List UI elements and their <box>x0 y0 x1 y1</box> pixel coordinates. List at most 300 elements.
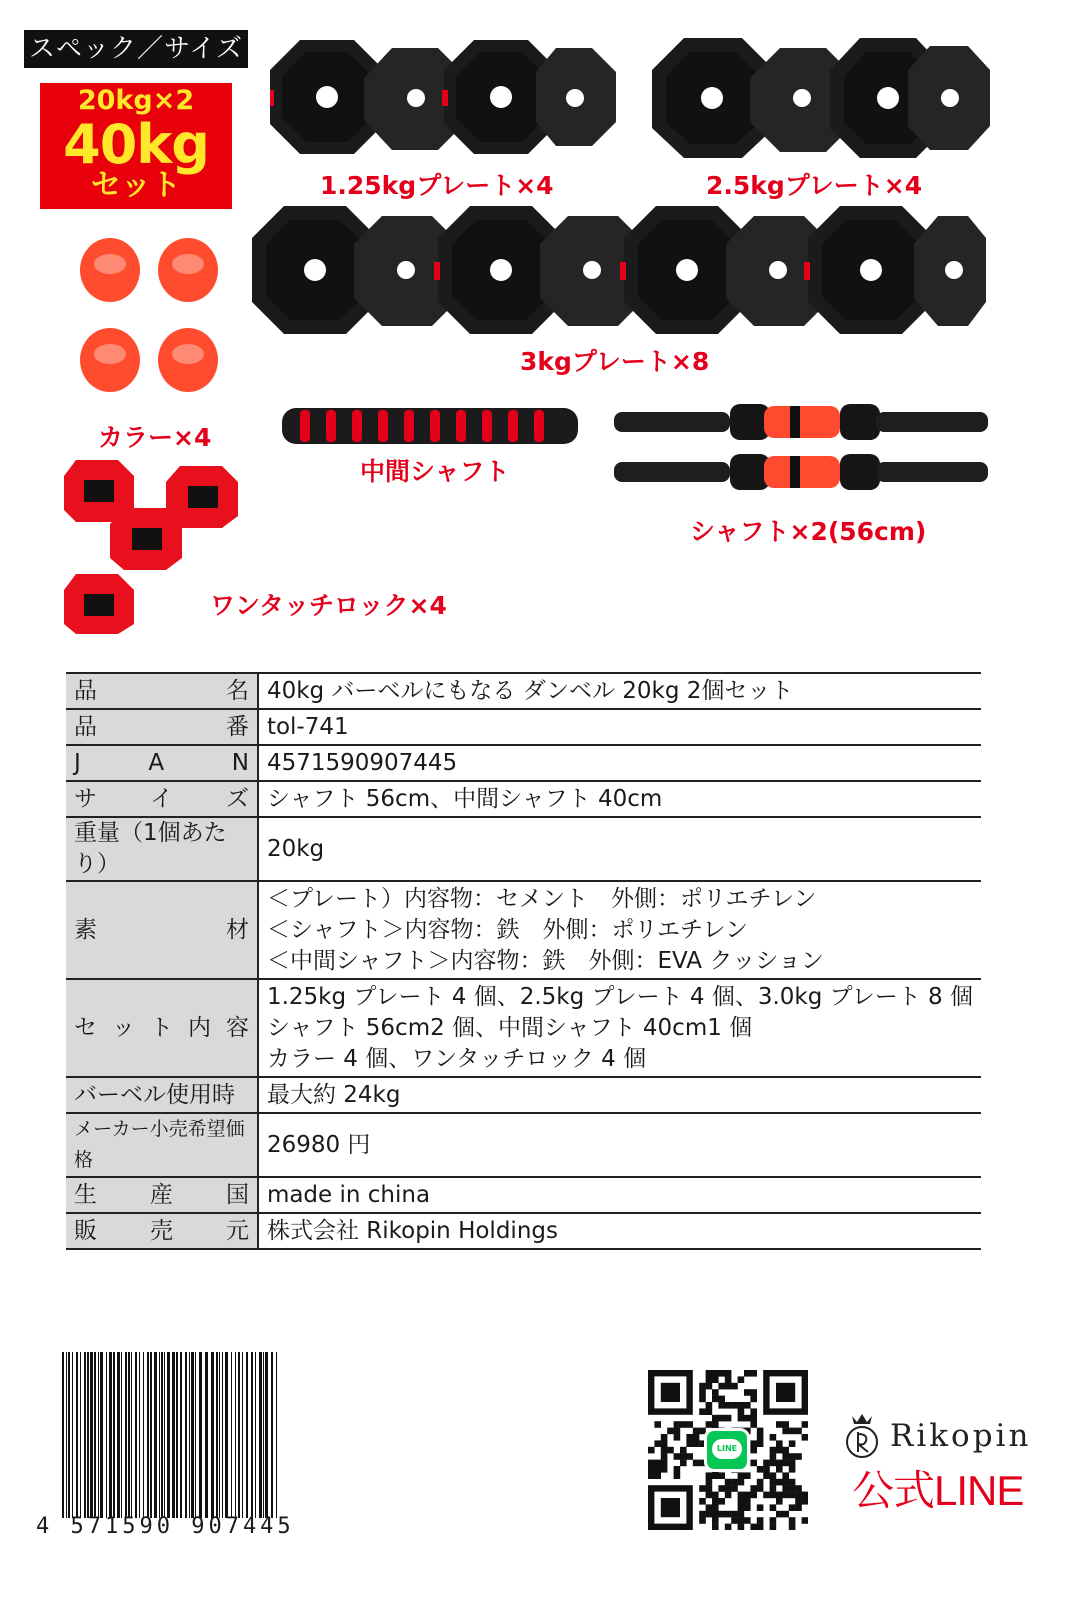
table-row-origin <box>66 1177 981 1213</box>
barcode-bar <box>94 1352 96 1518</box>
qr-module <box>763 1472 770 1479</box>
qr-module <box>750 1396 757 1403</box>
table-row-price <box>66 1113 981 1177</box>
key-origin: 生 産 国 <box>66 1177 258 1213</box>
qr-module <box>789 1460 796 1467</box>
qr-module <box>699 1383 706 1390</box>
qr-module <box>782 1472 789 1479</box>
qr-module <box>738 1492 745 1499</box>
barcode-bar <box>263 1352 264 1518</box>
qr-module <box>776 1492 783 1499</box>
key-contents: セ ッ ト 内 容 <box>66 979 258 1077</box>
table-row-contents <box>66 979 981 1077</box>
plates-25-image <box>650 36 992 164</box>
qr-module <box>718 1402 725 1409</box>
qr-module <box>718 1485 725 1492</box>
qr-module <box>750 1389 757 1396</box>
rikopin-logo-icon <box>840 1410 884 1464</box>
table-row-seller <box>66 1213 981 1249</box>
qr-module <box>648 1466 655 1473</box>
qr-module <box>661 1447 668 1454</box>
plates-25-label: 2.5kgプレート×4 <box>706 171 923 200</box>
qr-module <box>757 1517 764 1524</box>
qr-module <box>706 1511 713 1518</box>
qr-module <box>699 1389 706 1396</box>
qr-module <box>706 1408 713 1415</box>
qr-module <box>763 1460 770 1467</box>
qr-module <box>725 1524 732 1530</box>
qr-module <box>686 1453 693 1460</box>
table-row-size <box>66 781 981 817</box>
key-code: 品 番 <box>66 709 258 745</box>
barcode-bar <box>238 1352 240 1518</box>
table-row-material <box>66 881 981 979</box>
set-word: セット <box>91 168 181 203</box>
value-jan: 4571590907445 <box>258 745 981 781</box>
qr-module <box>667 1447 674 1454</box>
qr-module <box>712 1511 719 1518</box>
qr-module <box>776 1466 783 1473</box>
value-seller: 株式会社 Rikopin Holdings <box>258 1213 981 1249</box>
qr-module <box>661 1460 668 1467</box>
barcode-bar <box>164 1352 165 1518</box>
qr-module <box>725 1492 732 1499</box>
qr-module <box>770 1479 777 1486</box>
qr-module <box>674 1453 681 1460</box>
plates-3-label: 3kgプレート×8 <box>520 347 710 376</box>
qr-module <box>744 1402 751 1409</box>
qr-module <box>680 1447 687 1454</box>
qr-module <box>712 1415 719 1422</box>
qr-module <box>750 1370 757 1377</box>
qr-module <box>706 1504 713 1511</box>
barcode-bar <box>161 1352 163 1518</box>
barcode-bar <box>62 1352 64 1518</box>
qr-module <box>718 1511 725 1518</box>
qr-module <box>706 1485 713 1492</box>
key-weight: 重量（1個あたり） <box>66 817 258 881</box>
qr-module <box>782 1453 789 1460</box>
barcode-bar <box>216 1352 218 1518</box>
barcode-bar <box>219 1352 220 1518</box>
barcode-bar <box>109 1352 112 1518</box>
qr-module <box>744 1370 751 1377</box>
qr-module <box>731 1479 738 1486</box>
barcode-bar <box>172 1352 175 1518</box>
barcode-bar <box>189 1352 190 1518</box>
qr-module <box>667 1428 674 1435</box>
qr-module <box>789 1517 796 1524</box>
qr-module <box>686 1421 693 1428</box>
collars-image <box>74 232 224 406</box>
qr-module <box>757 1524 764 1530</box>
qr-module <box>770 1504 777 1511</box>
qr-module <box>706 1370 713 1377</box>
qr-module <box>693 1460 700 1467</box>
qr-module <box>738 1511 745 1518</box>
qr-module <box>738 1517 745 1524</box>
qr-module <box>744 1389 751 1396</box>
plates-125-image <box>270 38 620 156</box>
qr-module <box>686 1440 693 1447</box>
shafts-graphic <box>614 402 990 496</box>
qr-module <box>718 1498 725 1505</box>
shafts-image <box>614 402 990 500</box>
qr-module <box>744 1492 751 1499</box>
barcode-bar <box>80 1352 81 1518</box>
qr-module <box>776 1479 783 1486</box>
qr-module <box>782 1492 789 1499</box>
barcode-bar <box>117 1352 120 1518</box>
qr-module <box>680 1453 687 1460</box>
qr-module <box>706 1472 713 1479</box>
qr-module <box>750 1447 757 1454</box>
qr-module <box>770 1485 777 1492</box>
qr-module <box>770 1453 777 1460</box>
qr-module <box>750 1492 757 1499</box>
qr-module <box>738 1415 745 1422</box>
value-contents: 1.25kg プレート 4 個、2.5kg プレート 4 個、3.0kg プレート 8 個 シャフト 56cm2 個、中間シャフト 40cm1 個 カラー 4 個、ワンタッチロック 4 個 <box>258 979 981 1077</box>
qr-module <box>802 1421 808 1428</box>
qr-module <box>744 1498 751 1505</box>
plates-125-graphic <box>270 38 620 156</box>
brand-name: Rikopin <box>890 1418 1032 1454</box>
qr-module <box>770 1447 777 1454</box>
plates-3-graphic <box>248 204 988 336</box>
barcode-bar <box>271 1352 273 1518</box>
qr-module <box>750 1440 757 1447</box>
key-price: メーカー小売希望価格 <box>66 1113 258 1177</box>
qr-module <box>674 1421 681 1428</box>
qr-module <box>725 1383 732 1390</box>
qr-module <box>654 1421 661 1428</box>
barcode-bar <box>76 1352 78 1518</box>
qr-module <box>725 1415 732 1422</box>
collars-graphic <box>74 232 224 402</box>
value-name: 40kg バーベルにもなる ダンベル 20kg 2個セット <box>258 673 981 709</box>
barcode-bar <box>222 1352 223 1518</box>
qr-module <box>776 1511 783 1518</box>
qr-module <box>699 1511 706 1518</box>
qr-module <box>782 1479 789 1486</box>
barcode-bar <box>84 1352 86 1518</box>
barcode-bar <box>276 1352 277 1518</box>
qr-module <box>718 1415 725 1422</box>
qr-module <box>782 1460 789 1467</box>
table-row-jan <box>66 745 981 781</box>
qr-module <box>770 1460 777 1467</box>
qr-module <box>802 1434 808 1441</box>
table-row-code <box>66 709 981 745</box>
line-badge-text: LINE <box>712 1439 742 1459</box>
qr-module <box>782 1511 789 1518</box>
qr-module <box>712 1524 719 1530</box>
qr-module <box>674 1434 681 1441</box>
qr-module <box>738 1472 745 1479</box>
plates-125-label: 1.25kgプレート×4 <box>320 171 554 200</box>
qr-module <box>661 1434 668 1441</box>
qr-module <box>718 1472 725 1479</box>
qr-module <box>699 1396 706 1403</box>
qr-module <box>674 1428 681 1435</box>
qr-module <box>738 1402 745 1409</box>
set-weight-per-unit: 20kg×2 <box>77 85 195 116</box>
qr-module <box>680 1421 687 1428</box>
plates-25-graphic <box>650 36 992 160</box>
qr-module <box>725 1511 732 1518</box>
qr-module <box>789 1479 796 1486</box>
qr-module <box>802 1492 808 1499</box>
qr-module <box>725 1402 732 1409</box>
qr-module <box>795 1504 802 1511</box>
qr-module <box>699 1517 706 1524</box>
key-size: サ イ ズ <box>66 781 258 817</box>
line-app-icon <box>704 1428 750 1472</box>
qr-module <box>661 1440 668 1447</box>
qr-module <box>712 1389 719 1396</box>
key-seller: 販 売 元 <box>66 1213 258 1249</box>
qr-module <box>731 1511 738 1518</box>
qr-module <box>795 1453 802 1460</box>
barcode-bar <box>251 1352 253 1518</box>
qr-module <box>789 1485 796 1492</box>
locks-label: ワンタッチロック×4 <box>210 591 447 620</box>
set-weight-total: 40kg <box>63 113 209 176</box>
table-row-weight <box>66 817 981 881</box>
barcode-bar <box>176 1352 178 1518</box>
barcode-bar <box>128 1352 130 1518</box>
key-jan: J A N <box>66 745 258 781</box>
barcode-bar <box>259 1352 262 1518</box>
barcode-bar <box>231 1352 232 1518</box>
qr-module <box>738 1376 745 1383</box>
value-barbell: 最大約 24kg <box>258 1077 981 1113</box>
qr-module <box>712 1421 719 1428</box>
qr-module <box>699 1498 706 1505</box>
barcode-bar <box>66 1352 67 1518</box>
qr-module <box>757 1440 764 1447</box>
qr-module <box>763 1466 770 1473</box>
qr-module <box>744 1504 751 1511</box>
barcode-bar <box>180 1352 182 1518</box>
qr-module <box>757 1428 764 1435</box>
barcode-bar <box>242 1352 243 1518</box>
qr-module <box>731 1383 738 1390</box>
barcode-number: 4 571590 907445 <box>36 1514 295 1539</box>
qr-module <box>648 1447 655 1454</box>
qr-module <box>648 1460 655 1467</box>
qr-module <box>712 1376 719 1383</box>
qr-module <box>693 1434 700 1441</box>
qr-module <box>725 1370 732 1377</box>
barcode-bar <box>68 1352 70 1518</box>
qr-module <box>782 1428 789 1435</box>
qr-module <box>712 1498 719 1505</box>
plates-3-image <box>248 204 988 340</box>
official-line-text: 公式LINE <box>852 1467 1024 1514</box>
qr-module <box>795 1485 802 1492</box>
set-weight-badge <box>40 83 232 209</box>
qr-module <box>693 1440 700 1447</box>
barcode <box>62 1352 284 1526</box>
qr-module <box>712 1396 719 1403</box>
line-qr-code[interactable] <box>648 1370 808 1534</box>
qr-module <box>776 1460 783 1467</box>
qr-module <box>770 1434 777 1441</box>
qr-module <box>789 1428 796 1435</box>
qr-module <box>731 1517 738 1524</box>
qr-module <box>738 1504 745 1511</box>
qr-module <box>738 1479 745 1486</box>
qr-finder <box>661 1383 680 1402</box>
qr-module <box>712 1492 719 1499</box>
qr-module <box>712 1504 719 1511</box>
qr-module <box>789 1492 796 1499</box>
qr-module <box>744 1517 751 1524</box>
qr-module <box>757 1504 764 1511</box>
spec-size-tag: スペック／サイズ <box>24 30 248 68</box>
key-name: 品 名 <box>66 673 258 709</box>
barcode-bar <box>147 1352 149 1518</box>
qr-module <box>712 1472 719 1479</box>
qr-module <box>718 1370 725 1377</box>
qr-module <box>706 1402 713 1409</box>
qr-module <box>654 1472 661 1479</box>
qr-module <box>654 1460 661 1467</box>
qr-module <box>750 1524 757 1530</box>
qr-module <box>706 1492 713 1499</box>
qr-module <box>789 1453 796 1460</box>
qr-module <box>706 1421 713 1428</box>
qr-module <box>802 1517 808 1524</box>
qr-module <box>706 1383 713 1390</box>
barcode-bar <box>143 1352 144 1518</box>
qr-module <box>789 1440 796 1447</box>
barcode-bar <box>90 1352 93 1518</box>
qr-module <box>782 1421 789 1428</box>
shafts-label: シャフト×2(56cm) <box>690 517 927 546</box>
barcode-bar <box>125 1352 127 1518</box>
barcode-bar <box>255 1352 256 1518</box>
table-row-barbell <box>66 1077 981 1113</box>
barcode-bar <box>100 1352 103 1518</box>
qr-module <box>795 1428 802 1435</box>
value-material: ＜プレート）内容物：セメント 外側：ポリエチレン ＜シャフト＞内容物：鉄 外側：ポリエチレン ＜中間シャフト＞内容物：鉄 外側：EVA クッション <box>258 881 981 979</box>
barcode-bar <box>225 1352 228 1518</box>
qr-module <box>776 1447 783 1454</box>
qr-module <box>654 1440 661 1447</box>
qr-module <box>738 1524 745 1530</box>
qr-module <box>686 1434 693 1441</box>
middle-shaft-graphic <box>282 406 578 446</box>
barcode-bar <box>154 1352 157 1518</box>
qr-module <box>674 1466 681 1473</box>
qr-module <box>782 1485 789 1492</box>
qr-module <box>795 1498 802 1505</box>
barcode-bar <box>167 1352 170 1518</box>
barcode-bar <box>195 1352 196 1518</box>
qr-module <box>789 1504 796 1511</box>
qr-module <box>770 1517 777 1524</box>
value-price: 26980 円 <box>258 1113 981 1177</box>
qr-module <box>757 1466 764 1473</box>
qr-module <box>776 1421 783 1428</box>
barcode-bar <box>246 1352 248 1518</box>
qr-module <box>706 1376 713 1383</box>
qr-module <box>725 1479 732 1486</box>
qr-module <box>674 1472 681 1479</box>
qr-module <box>731 1402 738 1409</box>
qr-module <box>776 1498 783 1505</box>
qr-module <box>648 1472 655 1479</box>
qr-module <box>725 1376 732 1383</box>
spec-table <box>66 672 981 1250</box>
qr-module <box>757 1479 764 1486</box>
table-row-name <box>66 673 981 709</box>
qr-module <box>731 1485 738 1492</box>
qr-module <box>776 1440 783 1447</box>
value-weight: 20kg <box>258 817 981 881</box>
qr-finder <box>776 1383 795 1402</box>
value-size: シャフト 56cm、中間シャフト 40cm <box>258 781 981 817</box>
barcode-bar <box>98 1352 99 1518</box>
qr-module <box>725 1485 732 1492</box>
qr-module <box>718 1383 725 1390</box>
barcode-bar <box>87 1352 89 1518</box>
barcode-bar <box>265 1352 268 1518</box>
barcode-bar <box>159 1352 160 1518</box>
crown-circle-icon <box>840 1410 884 1460</box>
qr-module <box>757 1434 764 1441</box>
qr-module <box>744 1472 751 1479</box>
barcode-bar <box>72 1352 73 1518</box>
qr-module <box>712 1370 719 1377</box>
qr-module <box>654 1466 661 1473</box>
barcode-bar <box>121 1352 122 1518</box>
qr-module <box>661 1453 668 1460</box>
qr-module <box>693 1428 700 1435</box>
qr-module <box>744 1415 751 1422</box>
barcode-bar <box>235 1352 236 1518</box>
barcode-bar <box>139 1352 140 1518</box>
qr-module <box>712 1517 719 1524</box>
qr-module <box>706 1479 713 1486</box>
qr-module <box>750 1460 757 1467</box>
qr-module <box>770 1472 777 1479</box>
key-material: 素 材 <box>66 881 258 979</box>
qr-module <box>699 1408 706 1415</box>
qr-module <box>770 1524 777 1530</box>
barcode-bar <box>205 1352 208 1518</box>
qr-module <box>661 1466 668 1473</box>
qr-module <box>750 1415 757 1422</box>
barcode-bar <box>135 1352 137 1518</box>
middle-shaft-image <box>282 406 578 450</box>
key-barbell: バーベル使用時 <box>66 1077 258 1113</box>
qr-module <box>802 1498 808 1505</box>
barcode-bars <box>62 1352 284 1522</box>
qr-module <box>738 1408 745 1415</box>
qr-module <box>750 1408 757 1415</box>
barcode-bar <box>199 1352 202 1518</box>
barcode-bar <box>113 1352 115 1518</box>
barcode-bar <box>185 1352 187 1518</box>
barcode-bar <box>131 1352 132 1518</box>
barcode-bar <box>106 1352 107 1518</box>
qr-module <box>699 1485 706 1492</box>
qr-finder <box>661 1498 680 1517</box>
qr-module <box>680 1460 687 1467</box>
